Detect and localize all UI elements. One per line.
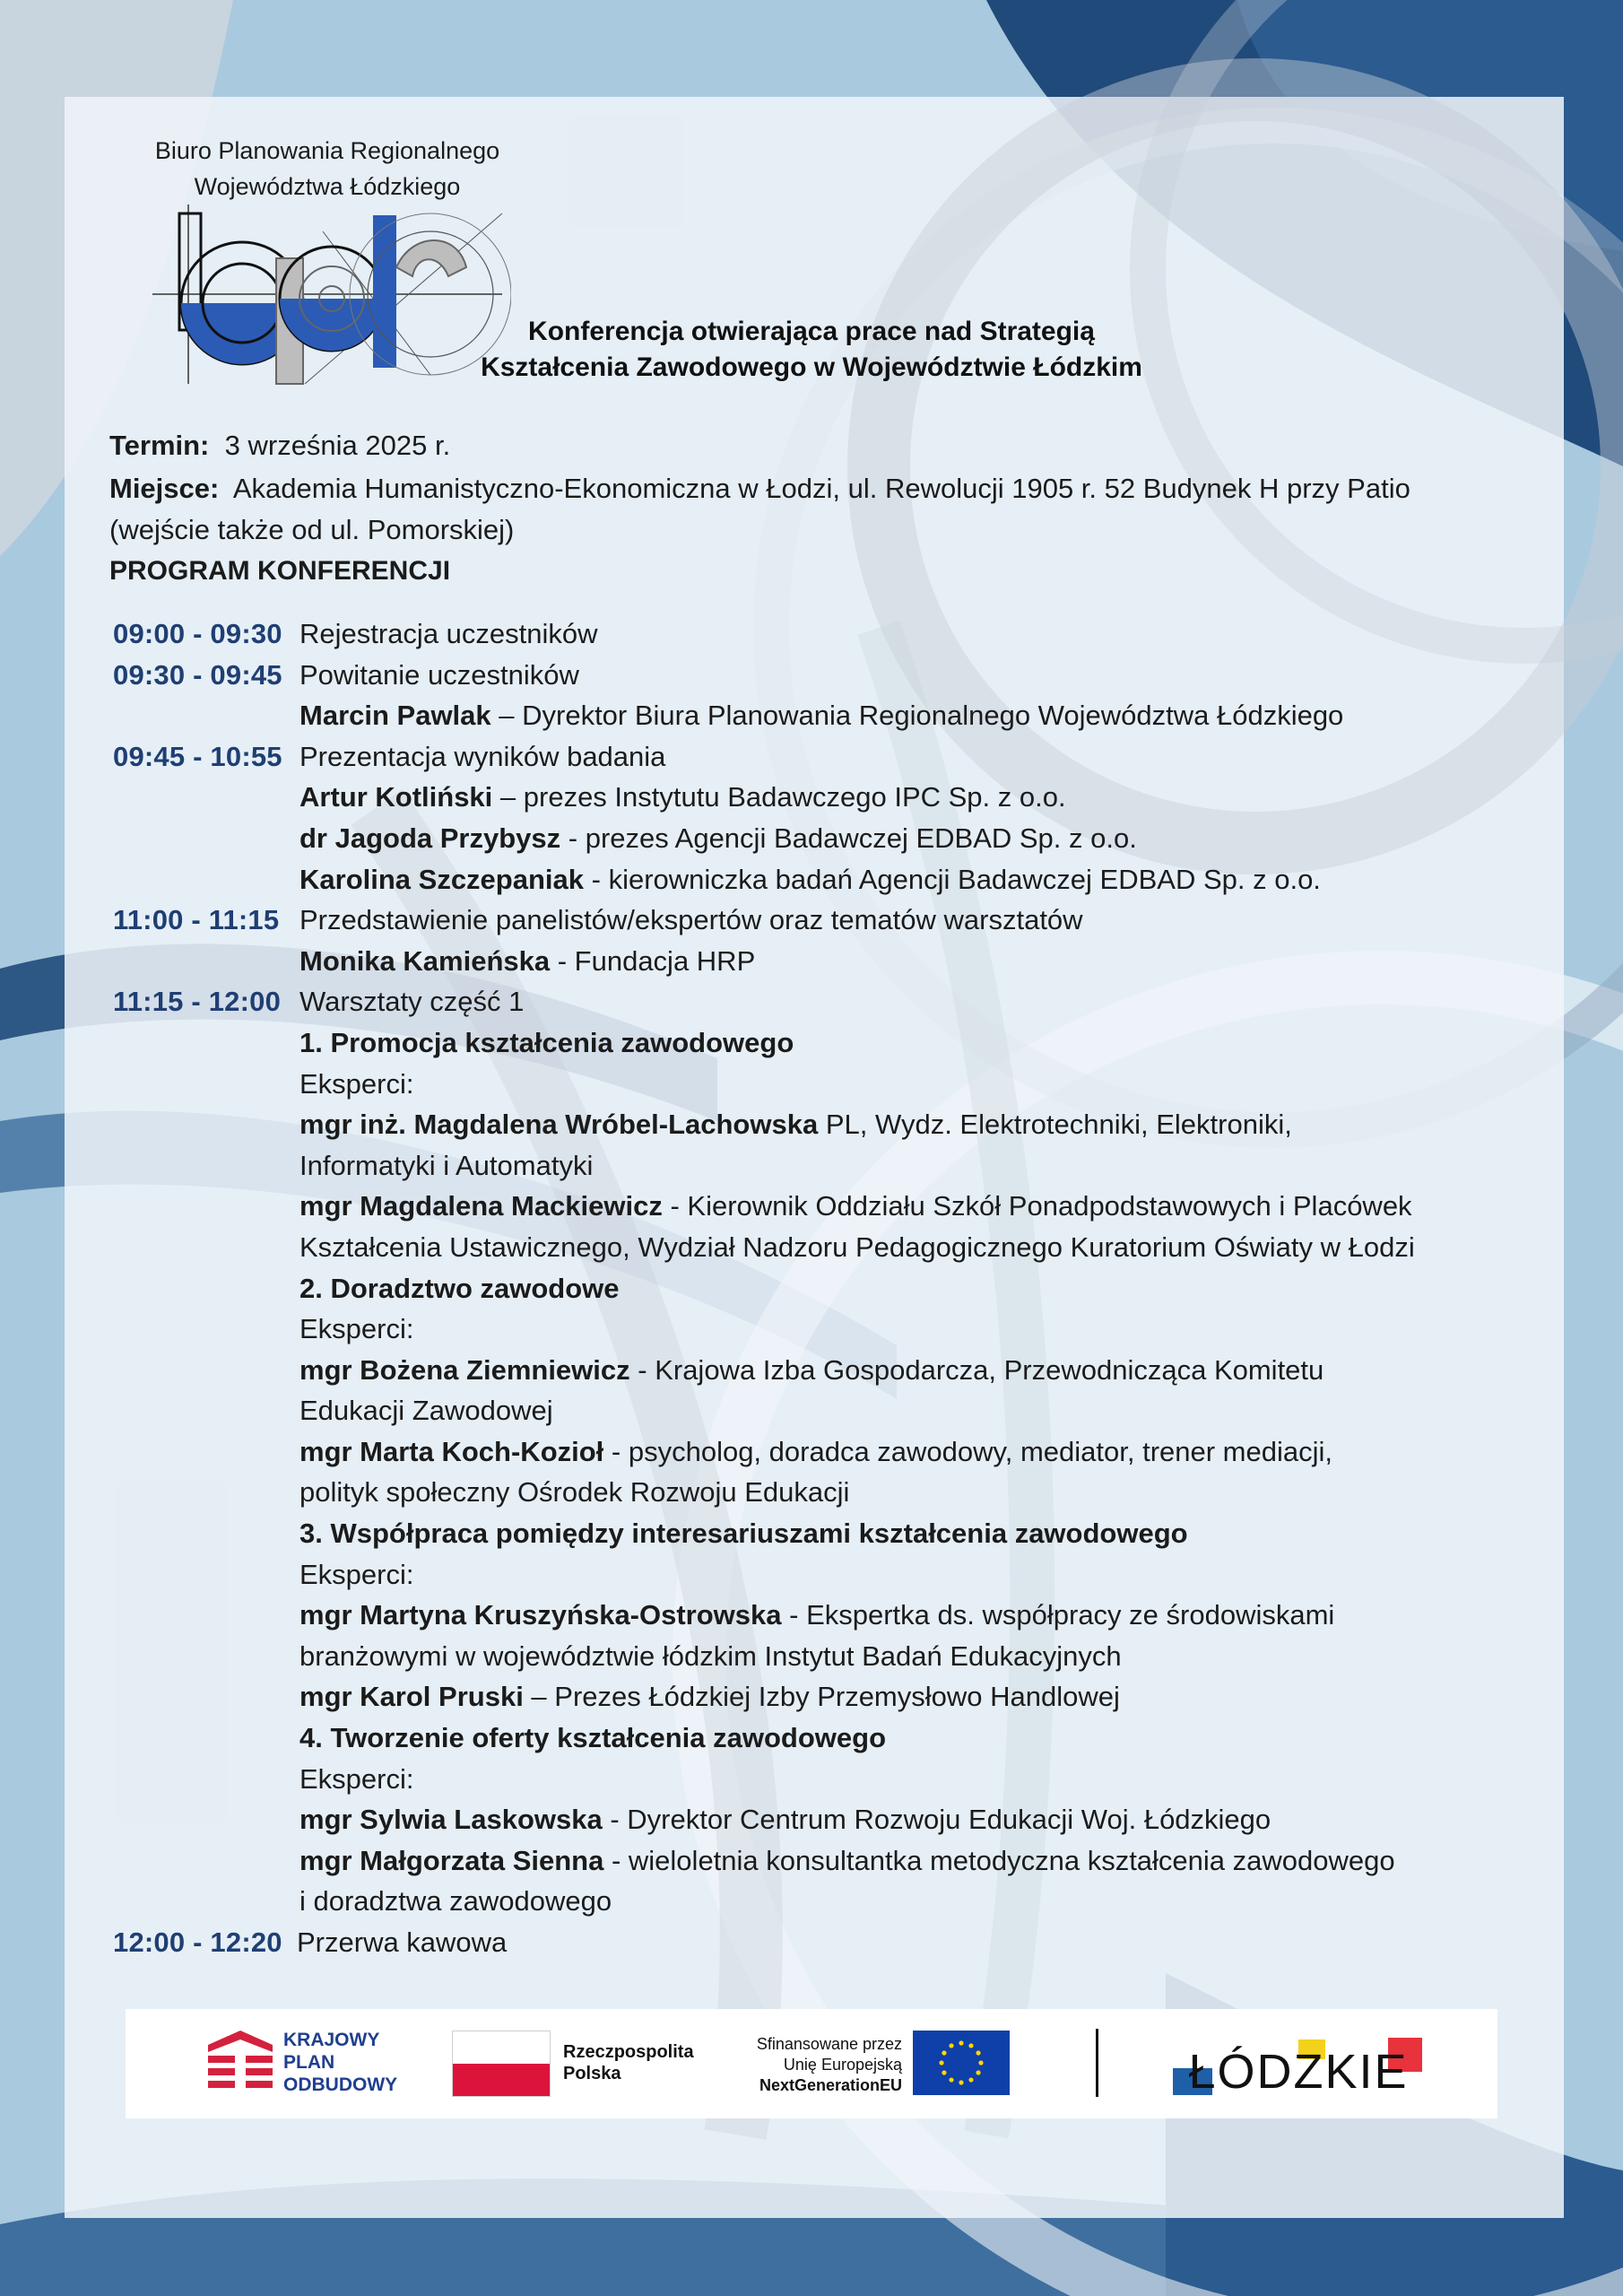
program-bold-text: 2. Doradztwo zawodowe [299,1272,620,1304]
program-text: PL, Wydz. Elektrotechniki, Elektroniki, [818,1109,1292,1141]
program-row [109,1636,1535,1677]
program-time [109,1636,299,1677]
eu-star-icon [942,2050,946,2055]
polish-flag-icon [452,2031,551,2097]
rp-line-1: Rzeczpospolita [563,2042,694,2062]
program-time [109,1268,299,1309]
program-time [109,1554,299,1596]
program-time [109,1513,299,1554]
program-bold-text: mgr Magdalena Mackiewicz [299,1190,663,1222]
program-bold-text: mgr inż. Magdalena Wróbel-Lachowska [299,1109,819,1141]
program-text: - wieloletnia konsultantka metodyczna kształcenia zawodowego [603,1844,1395,1876]
eu-star-icon [968,2077,973,2082]
program-time [109,1022,299,1064]
eu-star-icon [978,2060,983,2065]
kpo-name [283,2029,397,2096]
program-row [109,1022,1535,1064]
program-row [109,981,1535,1022]
program-description [299,1268,1535,1309]
program-row [109,1145,1535,1187]
program-bold-text: mgr Karol Pruski [299,1681,524,1713]
program-description [299,1390,1535,1431]
program-row [109,1268,1535,1309]
program-time [109,1064,299,1105]
lodzkie-logo [1173,2029,1426,2100]
program-row [109,1840,1535,1882]
program-time [109,1676,299,1718]
program-description [299,1799,1535,1840]
program-row [109,1881,1535,1922]
program-row [109,1799,1535,1840]
program-row [109,1718,1535,1759]
org-line-2: Województwa Łódzkiego [194,173,461,200]
program-text: Warsztaty część 1 [299,986,525,1018]
program-row [109,695,1535,736]
program-row [109,1595,1535,1636]
miejsce-line [109,468,1508,509]
conference-title [421,314,1202,386]
program-row [109,1922,1535,1963]
program-text: Rejestracja uczestników [299,618,598,649]
program-time [109,1840,299,1882]
program-text: – Prezes Łódzkiej Izby Przemysłowo Handlowej [523,1681,1120,1713]
program-description [299,1022,1535,1064]
program-time [109,1104,299,1145]
program-bold-text: mgr Bożena Ziemniewicz [299,1353,630,1386]
program-text: polityk społeczny Ośrodek Rozwoju Edukacji [299,1476,850,1509]
program-text: - prezes Agencji Badawczej EDBAD Sp. z o.o. [560,822,1137,854]
program-bold-text: dr Jagoda Przybysz [299,822,561,854]
program-text: – Dyrektor Biura Planowania Regionalnego Województwa Łódzkiego [490,700,1344,732]
program-text: Eksperci: [299,1558,414,1590]
program-description [299,1104,1535,1145]
program-row [109,818,1535,859]
program-description [299,777,1535,818]
miejsce-label: Miejsce: [109,473,220,504]
program-bold-text: mgr Marta Koch-Kozioł [299,1435,604,1467]
program-row [109,1554,1535,1596]
program-description [299,736,1535,778]
organization-name [108,133,547,204]
program-description [299,1064,1535,1105]
sponsor-divider [1096,2029,1098,2097]
program-text: Eksperci: [299,1313,414,1345]
program-row [109,1759,1535,1800]
program-time [109,1431,299,1473]
program-bold-text: 1. Promocja kształcenia zawodowego [299,1026,794,1058]
program-time: 09:30 - 09:45 [113,658,282,691]
program-row [109,1309,1535,1350]
program-description [299,1472,1535,1513]
program-description [299,900,1535,941]
program-text: Powitanie uczestników [299,658,579,691]
program-text: Eksperci: [299,1067,414,1100]
program-description [299,1636,1535,1677]
conference-title-line-1: Konferencja otwierająca prace nad Strategią [528,317,1095,346]
program-bold-text: Artur Kotliński [299,781,493,813]
program-time [109,695,299,736]
program-time [109,859,299,900]
program-description [299,1881,1535,1922]
program-time [109,777,299,818]
program-text: Informatyki i Automatyki [299,1149,594,1181]
sponsor-bar [126,2009,1497,2118]
program-description [299,1145,1535,1187]
program-text: Prezentacja wyników badania [299,740,666,772]
program-bold-text: Marcin Pawlak [299,700,491,732]
conference-title-line-2: Kształcenia Zawodowego w Województwie Łódzkim [481,352,1142,382]
eu-star-icon [949,2043,953,2048]
program-text: - Dyrektor Centrum Rozwoju Edukacji Woj. Łódzkiego [602,1804,1271,1836]
termin-value: 3 września 2025 r. [224,430,451,461]
program-bold-text: mgr Sylwia Laskowska [299,1804,603,1836]
program-row [109,1227,1535,1268]
program-description [299,1186,1535,1227]
program-row [109,1390,1535,1431]
program-text: Edukacji Zawodowej [299,1395,553,1427]
program-row [109,1186,1535,1227]
program-row [109,736,1535,778]
program-text: - Krajowa Izba Gospodarcza, Przewodnicząca Komitetu [629,1353,1324,1386]
eu-star-icon [976,2050,980,2055]
kpo-line-2: PLAN [283,2052,335,2073]
program-list [109,613,1535,1963]
program-description [299,1227,1535,1268]
program-time: 09:00 - 09:30 [113,618,282,649]
program-time [109,1718,299,1759]
program-description [299,1718,1535,1759]
lodzkie-text: ŁÓDZKIE [1188,2045,1409,2099]
eu-star-icon [968,2043,973,2048]
program-row [109,1676,1535,1718]
program-text: - Kierownik Oddziału Szkół Ponadpodstawowych i Placówek [662,1190,1412,1222]
program-description [299,655,1535,696]
program-bold-text: Monika Kamieńska [299,944,551,977]
program-time [109,1472,299,1513]
program-text: - Fundacja HRP [550,944,756,977]
termin-line [109,425,1508,466]
program-description [299,1350,1535,1391]
program-description [299,1840,1535,1882]
eu-line-3: NextGenerationEU [759,2076,902,2094]
program-time [109,1186,299,1227]
kpo-logo-icon [208,2031,273,2095]
program-text: i doradztwa zawodowego [299,1885,612,1918]
termin-label: Termin: [109,430,210,461]
program-description [299,981,1535,1022]
program-description [299,1309,1535,1350]
program-time [109,818,299,859]
eu-line-1: Sfinansowane przez [756,2035,902,2053]
eu-star-icon [959,2040,963,2045]
program-description [299,818,1535,859]
eu-star-icon [949,2077,953,2082]
miejsce-value: Akademia Humanistyczno-Ekonomiczna w Łodzi, ul. Rewolucji 1905 r. 52 Budynek H przy Patio [232,473,1410,504]
program-row [109,1064,1535,1105]
program-time [109,1145,299,1187]
program-text: - Ekspertka ds. współpracy ze środowiskami [781,1599,1335,1631]
miejsce-line-2: (wejście także od ul. Pomorskiej) [109,514,515,545]
program-text: - psycholog, doradca zawodowy, mediator, trener mediacji, [603,1435,1333,1467]
eu-star-icon [959,2080,963,2084]
program-description [299,695,1535,736]
program-row [109,900,1535,941]
program-row [109,655,1535,696]
program-text: Przerwa kawowa [297,1926,508,1958]
program-text: Eksperci: [299,1762,414,1795]
program-description [299,1676,1535,1718]
program-row [109,941,1535,982]
kpo-line-3: ODBUDOWY [283,2074,398,2095]
program-time [109,1309,299,1350]
eu-line-2: Unię Europejską [783,2056,902,2074]
program-time [109,941,299,982]
program-description [297,1922,1535,1963]
program-time [109,1390,299,1431]
program-heading: PROGRAM KONFERENCJI [109,556,451,586]
program-bold-text: mgr Martyna Kruszyńska-Ostrowska [299,1599,782,1631]
eu-star-icon [939,2060,943,2065]
program-time [109,1881,299,1922]
eu-funding-text [681,2034,902,2096]
program-text: branżowymi w województwie łódzkim Instytut Badań Edukacyjnych [299,1639,1122,1672]
event-info [109,425,1508,592]
program-bold-text: 4. Tworzenie oferty kształcenia zawodowego [299,1722,887,1754]
program-time [109,1799,299,1840]
program-text: Przedstawienie panelistów/ekspertów oraz tematów warsztatów [299,904,1083,936]
program-description [299,941,1535,982]
eu-star-icon [976,2070,980,2074]
program-row [109,613,1535,655]
program-row [109,777,1535,818]
program-description [299,1513,1535,1554]
eu-star-icon [942,2070,946,2074]
rp-line-2: Polska [563,2064,621,2083]
program-description [299,1759,1535,1800]
kpo-line-1: KRAJOWY [283,2030,380,2050]
program-row [109,1104,1535,1145]
program-bold-text: 3. Współpraca pomiędzy interesariuszami kształcenia zawodowego [299,1518,1188,1550]
program-description [299,1554,1535,1596]
eu-flag-icon [913,2031,1010,2095]
program-time: 11:00 - 11:15 [113,904,280,936]
rp-name [563,2041,694,2084]
program-description [299,1595,1535,1636]
program-description [299,859,1535,900]
program-row [109,1431,1535,1473]
program-time: 09:45 - 10:55 [113,740,282,772]
program-row [109,1513,1535,1554]
program-row [109,1472,1535,1513]
program-time [109,1227,299,1268]
program-row [109,859,1535,900]
program-row [109,1350,1535,1391]
program-text: – prezes Instytutu Badawczego IPC Sp. z o.o. [492,781,1066,813]
program-text: - kierowniczka badań Agencji Badawczej EDBAD Sp. z o.o. [584,863,1321,895]
org-line-1: Biuro Planowania Regionalnego [154,137,500,164]
program-text: Kształcenia Ustawicznego, Wydział Nadzoru Pedagogicznego Kuratorium Oświaty w Łodzi [299,1231,1415,1263]
program-time [109,1595,299,1636]
program-time [109,1759,299,1800]
program-time: 12:00 - 12:20 [113,1926,282,1958]
program-description [299,613,1535,655]
program-time [109,1350,299,1391]
program-bold-text: mgr Małgorzata Sienna [299,1844,604,1876]
program-time: 11:15 - 12:00 [113,986,282,1018]
program-bold-text: Karolina Szczepaniak [299,863,585,895]
program-description [299,1431,1535,1473]
